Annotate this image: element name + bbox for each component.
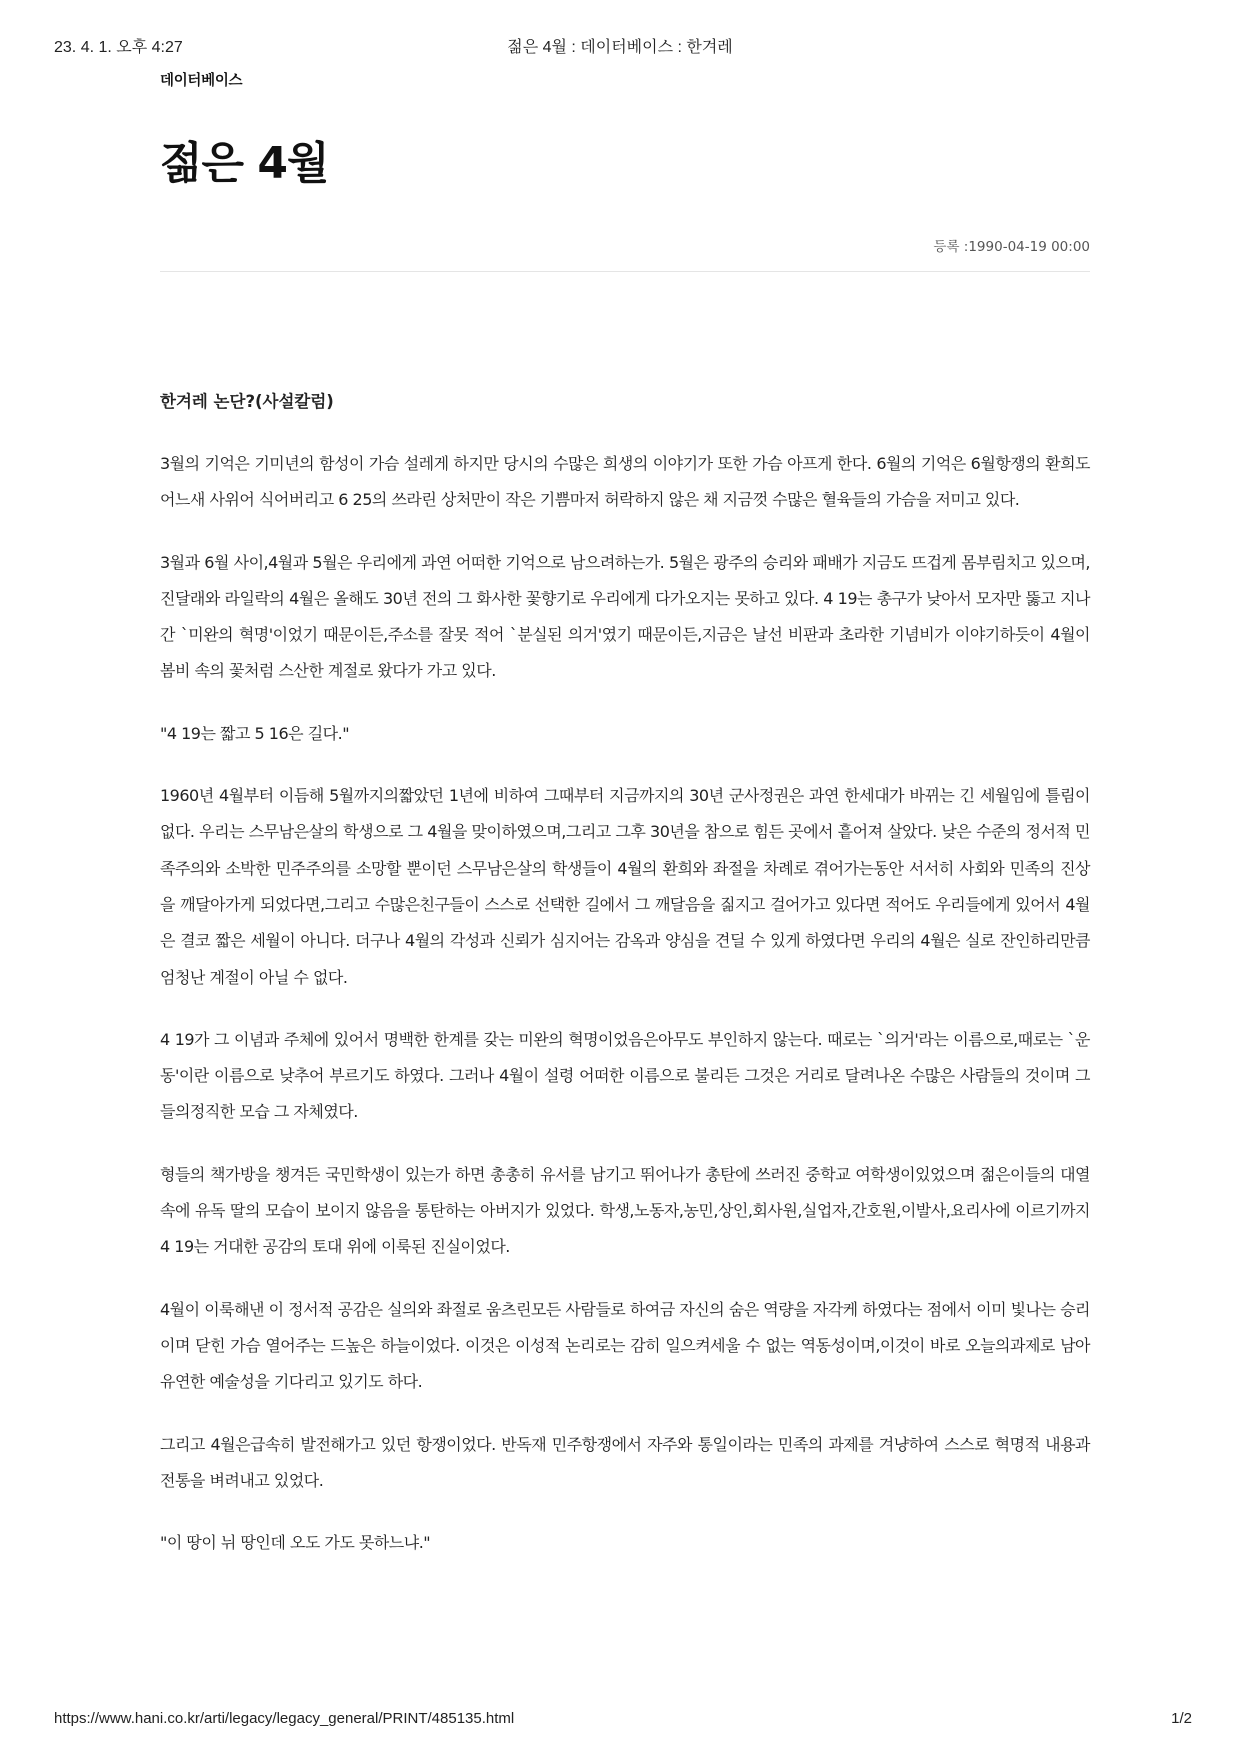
article-paragraph: 3월과 6월 사이,4월과 5월은 우리에게 과연 어떠한 기억으로 남으려하는가. 5월은 광주의 승리와 패배가 지금도 뜨겁게 몸부림치고 있으며,진달래와 라일락의 4월은 올해도 30년 전의 그 화사한 꽃향기로 우리에게 다가오지는 못하고 있다. 4 19는 총구가 낮아서 모자만 뚫고 지나간 `미완의 혁명'이었기 때문이든,주소를 잘못 적어 `분실된 의거'였기 때문이든,지금은 날선 비판과 초라한 기념비가 이야기하듯이 4월이 봄비 속의 꽃처럼 스산한 계절로 왔다가 가고 있다. <box>160 552 1090 681</box>
print-footer <box>0 1710 1240 1732</box>
article-paragraph: 3월의 기억은 기미년의 함성이 가슴 설레게 하지만 당시의 수많은 희생의 이야기가 또한 가슴 아프게 한다. 6월의 기억은 6월항쟁의 환희도 어느새 사위어 식어버리고 6 25의 쓰라린 상처만이 작은 기쁨마저 허락하지 않은 채 지금껏 수많은 혈육들의 가슴을 저미고 있다. <box>160 454 1090 510</box>
article-paragraph: "4 19는 짧고 5 16은 길다." <box>160 723 350 743</box>
article <box>160 70 1090 1587</box>
page-number: 1/2 <box>1171 1710 1192 1727</box>
article-paragraph: "이 땅이 뉘 땅인데 오도 가도 못하느냐." <box>160 1533 431 1553</box>
article-paragraph: 그리고 4월은급속히 발전해가고 있던 항쟁이었다. 반독재 민주항쟁에서 자주와 통일이라는 민족의 과제를 겨냥하여 스스로 혁명적 내용과 전통을 벼려내고 있었다. <box>160 1434 1090 1490</box>
header-divider <box>160 271 1090 272</box>
article-subhead: 한겨레 논단?(사설칼럼) <box>160 392 334 411</box>
section-label[interactable]: 데이터베이스 <box>160 73 243 89</box>
article-paragraph: 4월이 이룩해낸 이 정서적 공감은 실의와 좌절로 움츠린모든 사람들로 하여금 자신의 숨은 역량을 자각케 하였다는 점에서 이미 빛나는 승리이며 닫힌 가슴 열어주는 드높은 하늘이었다. 이것은 이성적 논리로는 감히 일으켜세울 수 없는 역동성이며,이것이 바로 오늘의과제로 남아 유연한 예술성을 기다리고 있기도 하다. <box>160 1299 1090 1392</box>
article-paragraph: 형들의 책가방을 챙겨든 국민학생이 있는가 하면 총총히 유서를 남기고 뛰어나가 총탄에 쓰러진 중학교 여학생이있었으며 젊은이들의 대열속에 유독 딸의 모습이 보이지 않음을 통탄하는 아버지가 있었다. 학생,노동자,농민,상인,회사원,실업자,간호원,이발사,요리사에 이르기까지 4 19는 거대한 공감의 토대 위에 이룩된 진실이었다. <box>160 1164 1090 1257</box>
article-paragraph: 1960년 4월부터 이듬해 5월까지의짧았던 1년에 비하여 그때부터 지금까지의 30년 군사정권은 과연 한세대가 바뀌는 긴 세월임에 틀림이 없다. 우리는 스무남은살의 학생으로 그 4월을 맞이하였으며,그리고 그후 30년을 참으로 힘든 곳에서 흩어져 살았다. 낮은 수준의 정서적 민족주의와 소박한 민주주의를 소망할 뿐이던 스무남은살의 학생들이 4월의 환희와 좌절을 차례로 겪어가는동안 서서히 사회와 민족의 진상을 깨달아가게 되었다면,그리고 수많은친구들이 스스로 선택한 길에서 그 깨달음을 짊지고 걸어가고 있다면 적어도 우리들에게 있어서 4월은 결코 짧은 세월이 아니다. 더구나 4월의 각성과 신뢰가 심지어는 감옥과 양심을 견딜 수 있게 하였다면 우리의 4월은 실로 잔인하리만큼 엄청난 계절이 아닐 수 없다. <box>160 786 1090 987</box>
article-headline: 젊은 4월 <box>160 138 329 189</box>
print-page-title: 젊은 4월 : 데이터베이스 : 한겨레 <box>507 39 733 56</box>
article-paragraph: 4 19가 그 이념과 주체에 있어서 명백한 한계를 갖는 미완의 혁명이었음은아무도 부인하지 않는다. 때로는 `의거'라는 이름으로,때로는 `운동'이란 이름으로 낮추어 부르기도 하였다. 그러나 4월이 설령 어떠한 이름으로 불리든 그것은 거리로 달려나온 수많은 사람들의 것이며 그들의정직한 모습 그 자체였다. <box>160 1029 1090 1122</box>
article-dateline: 등록 :1990-04-19 00:00 <box>933 239 1090 255</box>
print-date: 23. 4. 1. 오후 4:27 <box>54 39 183 56</box>
print-url: https://www.hani.co.kr/arti/legacy/legacy_general/PRINT/485135.html <box>54 1710 515 1727</box>
print-header <box>0 34 1240 56</box>
article-body <box>160 384 1090 1561</box>
